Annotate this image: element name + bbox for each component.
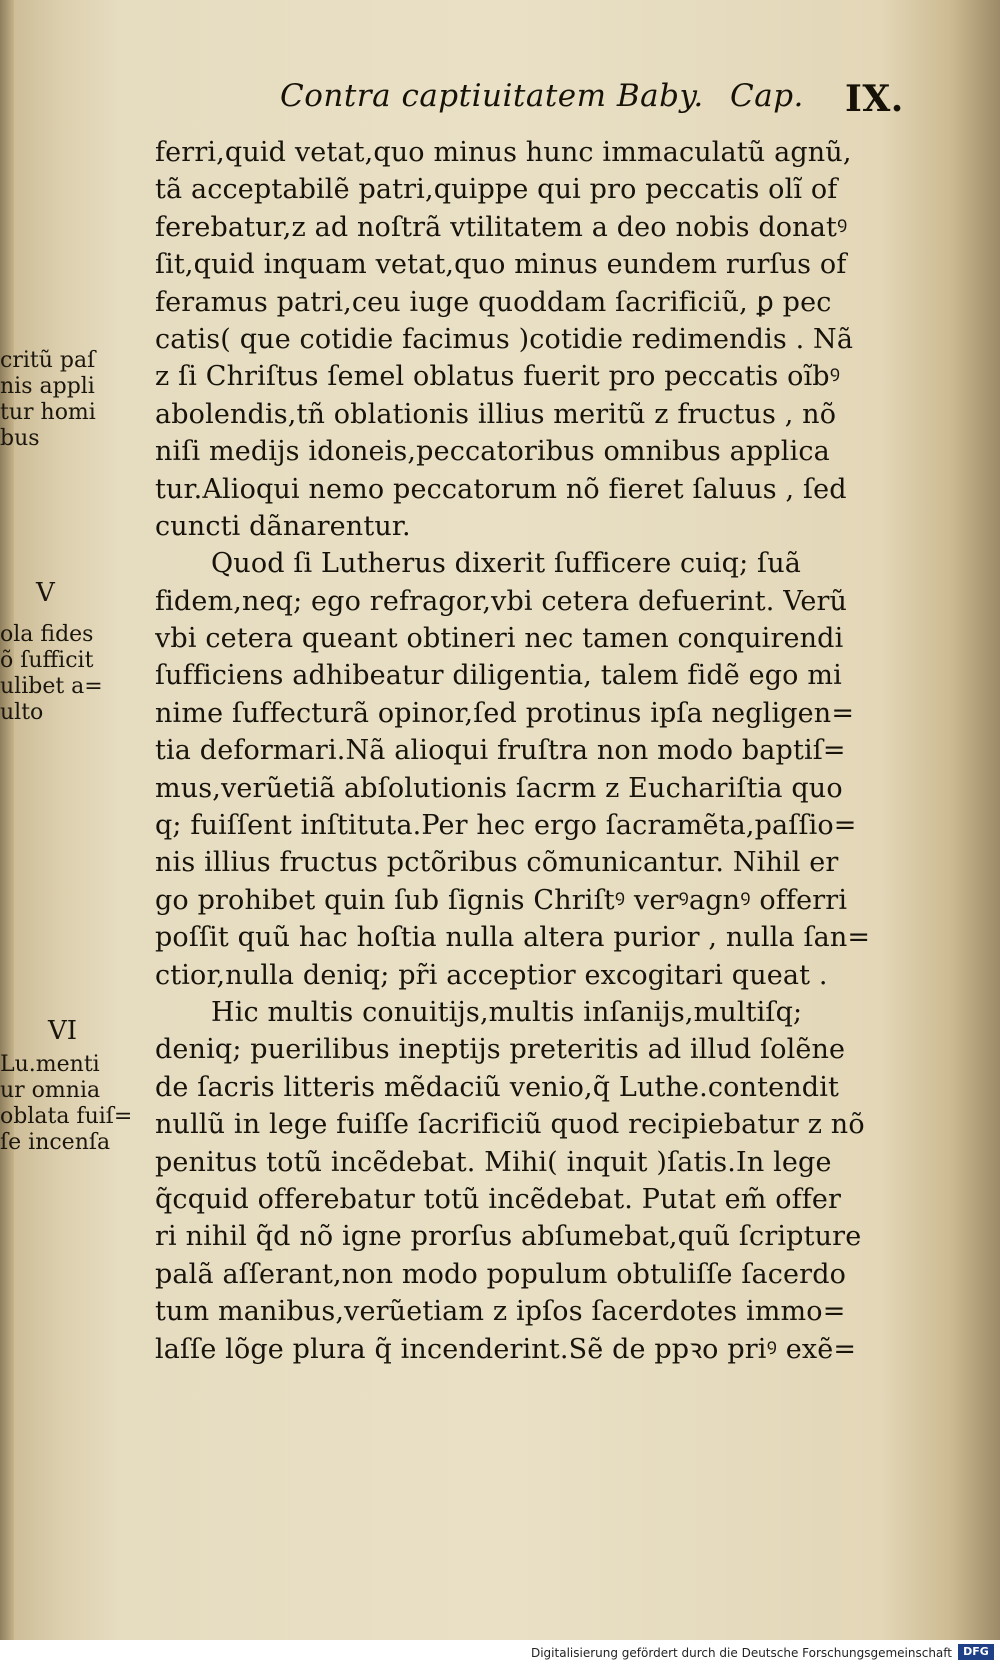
text-line: ferebatur,z ad noſtrã vtilitatem a deo nobis donatꝰ: [155, 211, 848, 243]
text-line: fidem,neq; ego refragor,vbi cetera defuerint. Verũ: [155, 585, 848, 617]
marginal-note-line: ulibet a=: [0, 674, 103, 699]
page-binding-edge: [0, 0, 14, 1640]
text-line: abolendis,tñ oblationis illius meritũ z fructus , nõ: [155, 398, 837, 430]
text-line: palã aſſerant,non modo populum obtuliſſe ſacerdo: [155, 1258, 847, 1290]
text-line: deniq; puerilibus ineptijs preteritis ad illud ſolẽne: [155, 1034, 846, 1066]
marginal-note-line: nis appli: [0, 374, 95, 399]
text-line: de ſacris litteris mẽdaciũ venio,q̃ Luthe.contendit: [155, 1071, 839, 1103]
marginal-note-line: õ ſufficit: [0, 648, 94, 673]
marginal-note-line: ſe incenſa: [0, 1130, 111, 1155]
marginal-note-line: ur omnia: [0, 1078, 101, 1103]
marginal-note-line: ulto: [0, 700, 44, 725]
running-head-title: Contra captiuitatem Baby.: [280, 78, 704, 114]
text-line: nullũ in lege fuiſſe ſacrificiũ quod recipiebatur z nõ: [155, 1109, 865, 1141]
marginal-number-v: V: [36, 578, 55, 608]
text-line: go prohibet quin ſub ſignis Chriſtꝰ verꝰagnꝰ offerri: [155, 884, 848, 916]
marginal-note-line: oblata fuiſ=: [0, 1104, 133, 1129]
digitization-footer: [0, 1640, 1000, 1668]
text-line: ctior,nulla deniq; pr̃i acceptior excogitari queat .: [155, 959, 828, 991]
text-line: z ſi Chriſtus ſemel oblatus fuerit pro peccatis oĩbꝰ: [155, 361, 841, 393]
marginal-number-vi: VI: [48, 1016, 78, 1046]
main-text-block: [155, 134, 927, 1368]
text-line: poſſit quũ hac hoſtia nulla altera purior , nulla ſan=: [155, 922, 871, 954]
text-line: tur.Alioqui nemo peccatorum nõ fieret ſaluus , ſed: [155, 473, 847, 505]
text-line: niſi medijs idoneis,peccatoribus omnibus applica: [155, 436, 830, 468]
paragraph-start-line: Hic multis conuitijs,multis inſanijs,multiſq;: [211, 996, 803, 1028]
marginal-note-2: [0, 622, 140, 726]
text-line: laſſe lõge plura q̃ incenderint.Sẽ de ppꝛo priꝰ exẽ=: [155, 1333, 857, 1365]
running-head-chapter-number: IX.: [845, 78, 904, 120]
paragraph-start-line: Quod ſi Lutherus dixerit ſufficere cuiq; ſuã: [211, 548, 801, 580]
running-head-chapter-label: Cap.: [730, 78, 804, 114]
text-line: ſit,quid inquam vetat,quo minus eundem rurſus of: [155, 249, 847, 281]
text-line: ſufficiens adhibeatur diligentia, talem fidẽ ego mi: [155, 660, 842, 692]
text-line: nis illius fructus pctõribus cõmunicantur. Nihil er: [155, 847, 839, 879]
running-head: [280, 78, 910, 122]
marginal-note-3: [0, 1052, 140, 1156]
marginal-note-line: bus: [0, 426, 40, 451]
footer-funding-text: Digitalisierung gefördert durch die Deutsche Forschungsgemeinschaft: [530, 1646, 952, 1660]
marginal-note-1: [0, 348, 140, 452]
text-line: ferri,quid vetat,quo minus hunc immaculatũ agnũ,: [155, 137, 852, 168]
text-line: catis( que cotidie facimus )cotidie redimendis . Nã: [155, 323, 854, 355]
text-line: cuncti dãnarentur.: [155, 510, 411, 542]
text-line: feramus patri,ceu iuge quoddam ſacrificiũ, ꝑ pec: [155, 286, 832, 318]
text-line: nime ſuffecturã opinor,ſed protinus ipſa negligen=: [155, 697, 855, 729]
text-line: tum manibus,verũetiam z ipſos ſacerdotes immo=: [155, 1296, 846, 1328]
text-line: penitus totũ incẽdebat. Mihi( inquit )ſatis.In lege: [155, 1146, 832, 1178]
text-line: vbi cetera queant obtineri nec tamen conquirendi: [155, 623, 844, 655]
text-line: mus,verũetiã abſolutionis ſacrm z Euchariſtia quo: [155, 772, 843, 804]
marginal-note-line: tur homi: [0, 400, 96, 425]
marginal-note-line: Lu.menti: [0, 1052, 100, 1077]
dfg-logo: DFG: [958, 1644, 994, 1660]
text-line: q̃cquid offerebatur totũ incẽdebat. Putat em̃ offer: [155, 1183, 842, 1215]
text-line: q; fuiſſent inſtituta.Per hec ergo ſacramẽta,paſſio=: [155, 810, 857, 842]
marginal-note-line: critũ paſ: [0, 348, 96, 373]
text-line: ri nihil q̃d nõ igne prorſus abſumebat,quũ ſcripture: [155, 1221, 862, 1253]
marginal-note-line: ola fides: [0, 622, 94, 647]
text-line: tia deformari.Nã alioqui fruſtra non modo baptiſ=: [155, 735, 846, 767]
text-line: tã acceptabilẽ patri,quippe qui pro peccatis olĩ of: [155, 174, 838, 206]
